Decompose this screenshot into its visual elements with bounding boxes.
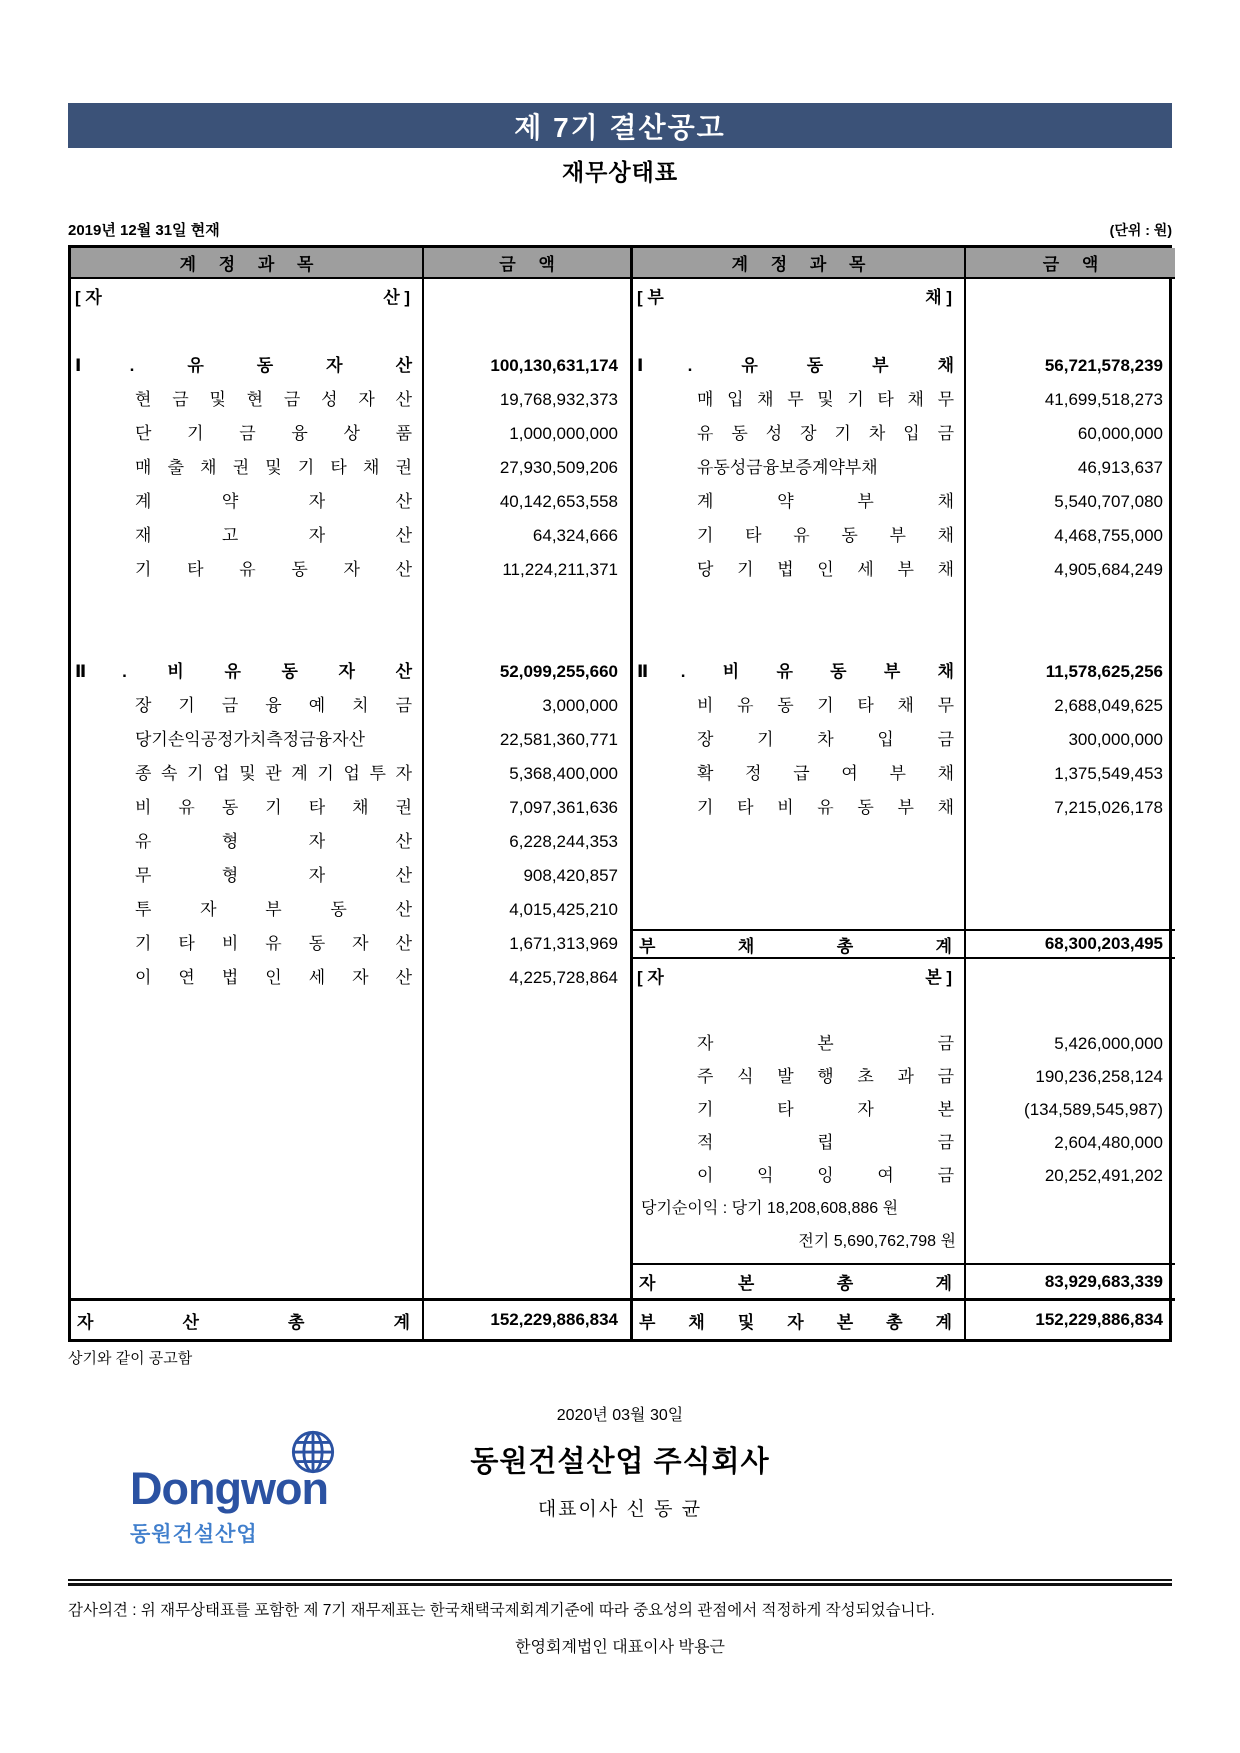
header-account-right: 계 정 과 목 bbox=[633, 248, 966, 279]
liability-amount: 5,540,707,080 bbox=[1054, 492, 1163, 511]
equity-amount bbox=[966, 1192, 1175, 1225]
liability-amount: 1,375,549,453 bbox=[1054, 764, 1163, 783]
asset-amount: 4,015,425,210 bbox=[509, 900, 618, 919]
equity-total-label: 자 본 총 계 bbox=[639, 1274, 952, 1293]
liability-amount: 41,699,518,273 bbox=[1044, 390, 1163, 409]
asset-amount: 100,130,631,174 bbox=[490, 356, 618, 375]
asset-amount: 19,768,932,373 bbox=[499, 390, 618, 409]
asset-amount: 11,224,211,371 bbox=[502, 560, 618, 579]
page-title: 제 7기 결산공고 bbox=[514, 111, 726, 143]
report-date: 2020년 03월 30일 bbox=[556, 1407, 684, 1424]
unit-note: (단위 : 원) bbox=[1109, 222, 1172, 238]
liability-label: Ⅱ. 비 유 동 부 채 bbox=[637, 662, 954, 681]
liability-label: 비 유 동 기 타 채 무 bbox=[697, 696, 954, 715]
liabilities-total-row bbox=[633, 929, 966, 959]
asset-amount bbox=[424, 587, 630, 621]
liability-label bbox=[633, 587, 964, 621]
equity-amount: 20,252,491,202 bbox=[1044, 1166, 1163, 1185]
liability-amount bbox=[966, 587, 1175, 621]
liabilities-total-label: 부 채 총 계 bbox=[639, 936, 952, 956]
liability-label bbox=[633, 281, 964, 315]
asset-label: 현 금 및 현 금 성 자 산 bbox=[135, 390, 412, 409]
liability-label: Ⅰ. 유 동 부 채 bbox=[637, 356, 954, 375]
equity-amount: (134,589,545,987) bbox=[1024, 1100, 1163, 1119]
asset-amount: 7,097,361,636 bbox=[509, 798, 618, 817]
globe-icon bbox=[290, 1429, 336, 1475]
asset-bracket-open: [ 자 bbox=[75, 288, 102, 307]
asset-label: 비 유 동 기 타 채 권 bbox=[135, 798, 412, 817]
liability-label bbox=[633, 621, 964, 655]
as-of-date: 2019년 12월 31일 현재 bbox=[68, 222, 220, 239]
asset-amount: 3,000,000 bbox=[542, 696, 618, 715]
equity-label: 적 립 금 bbox=[697, 1133, 954, 1152]
equity-amount bbox=[966, 961, 1175, 994]
asset-amount: 64,324,666 bbox=[532, 526, 618, 545]
content-area bbox=[68, 0, 1172, 1657]
audit-opinion: 감사의견 : 위 재무상태표를 포함한 제 7기 재무제표는 한국채택국제회계기준에 따라 중요성의 관점에서 적정하게 작성되었습니다. bbox=[68, 1602, 935, 1619]
asset-label: 유 형 자 산 bbox=[135, 832, 412, 851]
liability-label bbox=[633, 315, 964, 349]
liability-label: 확 정 급 여 부 채 bbox=[697, 764, 954, 783]
asset-label: 당기손익공정가치측정금융자산 bbox=[135, 730, 365, 749]
equity-total-row bbox=[633, 1263, 966, 1298]
announcement-notice: 상기와 같이 공고함 bbox=[68, 1350, 193, 1367]
header-amount-left: 금 액 bbox=[424, 248, 633, 279]
assets-labels-cell bbox=[71, 279, 424, 1298]
asset-label: 기 타 비 유 동 자 산 bbox=[135, 934, 412, 953]
liability-amount: 7,215,026,178 bbox=[1054, 798, 1163, 817]
asset-amount: 27,930,509,206 bbox=[499, 458, 618, 477]
liability-amount bbox=[966, 315, 1175, 349]
equity-bracket-close: 본 ] bbox=[925, 968, 952, 987]
liability-amount: 60,000,000 bbox=[1077, 424, 1163, 443]
liability-amount bbox=[966, 281, 1175, 315]
asset-amount: 40,142,653,558 bbox=[499, 492, 618, 511]
dongwon-logo bbox=[130, 1429, 350, 1548]
liability-label: 계 약 부 채 bbox=[697, 492, 954, 511]
asset-amount bbox=[424, 281, 630, 315]
liabilities-total-amount: 68,300,203,495 bbox=[966, 929, 1175, 959]
liability-bracket-open: [ 부 bbox=[637, 288, 664, 307]
liab-equity-grand-total-row bbox=[633, 1298, 966, 1339]
equity-amount bbox=[966, 1225, 1175, 1258]
asset-label: Ⅱ. 비 유 동 자 산 bbox=[75, 662, 412, 681]
asset-amount bbox=[424, 315, 630, 349]
assets-grand-total-amount: 152,229,886,834 bbox=[424, 1298, 633, 1339]
liability-amount: 4,468,755,000 bbox=[1054, 526, 1163, 545]
liability-label: 매 입 채 무 및 기 타 채 무 bbox=[697, 390, 954, 409]
asset-label: 이 연 법 인 세 자 산 bbox=[135, 968, 412, 987]
asset-label: 계 약 자 산 bbox=[135, 492, 412, 511]
auditor-line: 한영회계법인 대표이사 박용근 bbox=[515, 1639, 725, 1656]
asset-amount: 52,099,255,660 bbox=[499, 662, 618, 681]
liab-equity-grand-total-label: 부 채 및 자 본 총 계 bbox=[639, 1312, 952, 1332]
liability-label: 장 기 차 입 금 bbox=[697, 730, 954, 749]
liability-amount: 46,913,637 bbox=[1077, 458, 1163, 477]
logo-caption: 동원건설산업 bbox=[130, 1523, 258, 1546]
meta-row bbox=[68, 219, 1172, 240]
asset-label: 투 자 부 동 산 bbox=[135, 900, 412, 919]
liability-label: 기 타 비 유 동 부 채 bbox=[697, 798, 954, 817]
equity-label: 전기 5,690,762,798 원 bbox=[798, 1233, 956, 1250]
liability-label: 기 타 유 동 부 채 bbox=[697, 526, 954, 545]
liabilities-amounts-cell bbox=[966, 279, 1175, 929]
asset-amount bbox=[424, 621, 630, 655]
liability-amount: 2,688,049,625 bbox=[1054, 696, 1163, 715]
asset-amount: 22,581,360,771 bbox=[499, 730, 618, 749]
liability-amount bbox=[966, 621, 1175, 655]
assets-amounts-cell bbox=[424, 279, 633, 1298]
asset-amount: 6,228,244,353 bbox=[509, 832, 618, 851]
asset-label: Ⅰ. 유 동 자 산 bbox=[75, 356, 412, 375]
equity-label: 이 익 잉 여 금 bbox=[697, 1166, 954, 1185]
asset-label bbox=[71, 587, 422, 621]
equity-total-amount: 83,929,683,339 bbox=[966, 1263, 1175, 1298]
equity-labels-cell bbox=[633, 959, 966, 1263]
equity-label bbox=[633, 961, 964, 994]
liability-amount: 4,905,684,249 bbox=[1054, 560, 1163, 579]
equity-label: 자 본 금 bbox=[697, 1034, 954, 1053]
asset-label: 장 기 금 융 예 치 금 bbox=[135, 696, 412, 715]
company-name: 동원건설산업 주식회사 bbox=[470, 1446, 770, 1478]
asset-label: 종 속 기 업 및 관 계 기 업 투 자 bbox=[135, 764, 412, 783]
logo-wordmark: Dongwon bbox=[130, 1463, 328, 1514]
assets-grand-total-row bbox=[71, 1298, 424, 1339]
equity-amounts-cell bbox=[966, 959, 1175, 1263]
liability-label: 당 기 법 인 세 부 채 bbox=[697, 560, 954, 579]
asset-bracket-close: 산 ] bbox=[383, 288, 410, 307]
equity-label: 당기순이익 : 당기 18,208,608,886 원 bbox=[641, 1200, 899, 1217]
liability-label: 유 동 성 장 기 차 입 금 bbox=[697, 424, 954, 443]
equity-amount bbox=[966, 994, 1175, 1027]
footer-divider bbox=[68, 1579, 1172, 1586]
liability-label: 유동성금융보증계약부채 bbox=[697, 458, 878, 477]
asset-label bbox=[71, 281, 422, 315]
asset-label: 단 기 금 융 상 품 bbox=[135, 424, 412, 443]
asset-amount: 1,000,000,000 bbox=[509, 424, 618, 443]
asset-amount: 1,671,313,969 bbox=[509, 934, 618, 953]
statement-subtitle: 재무상태표 bbox=[561, 159, 679, 185]
asset-amount: 4,225,728,864 bbox=[509, 968, 618, 987]
asset-label bbox=[71, 315, 422, 349]
asset-label: 기 타 유 동 자 산 bbox=[135, 560, 412, 579]
asset-amount: 5,368,400,000 bbox=[509, 764, 618, 783]
header-amount-right: 금 액 bbox=[966, 248, 1175, 279]
asset-label: 매 출 채 권 및 기 타 채 권 bbox=[135, 458, 412, 477]
balance-sheet-table bbox=[68, 245, 1172, 1342]
asset-label: 재 고 자 산 bbox=[135, 526, 412, 545]
company-block bbox=[68, 1439, 1172, 1546]
asset-label: 무 형 자 산 bbox=[135, 866, 412, 885]
liabilities-labels-cell bbox=[633, 279, 966, 929]
liability-amount: 56,721,578,239 bbox=[1044, 356, 1163, 375]
equity-amount: 190,236,258,124 bbox=[1035, 1067, 1163, 1086]
ceo-line: 대표이사 신 동 균 bbox=[537, 1499, 703, 1520]
liability-amount: 11,578,625,256 bbox=[1045, 662, 1163, 681]
asset-amount: 908,420,857 bbox=[523, 866, 618, 885]
equity-label bbox=[633, 994, 964, 1027]
equity-amount: 5,426,000,000 bbox=[1054, 1034, 1163, 1053]
asset-label bbox=[71, 621, 422, 655]
liability-amount: 300,000,000 bbox=[1068, 730, 1163, 749]
title-banner bbox=[68, 103, 1172, 148]
header-account-left: 계 정 과 목 bbox=[71, 248, 424, 279]
equity-label: 기 타 자 본 bbox=[697, 1100, 954, 1119]
liability-bracket-close: 채 ] bbox=[925, 288, 952, 307]
equity-amount: 2,604,480,000 bbox=[1054, 1133, 1163, 1152]
assets-grand-total-label: 자 산 총 계 bbox=[77, 1312, 410, 1332]
equity-bracket-open: [ 자 bbox=[637, 968, 664, 987]
equity-label: 주 식 발 행 초 과 금 bbox=[697, 1067, 954, 1086]
liab-equity-grand-total-amount: 152,229,886,834 bbox=[966, 1298, 1175, 1339]
